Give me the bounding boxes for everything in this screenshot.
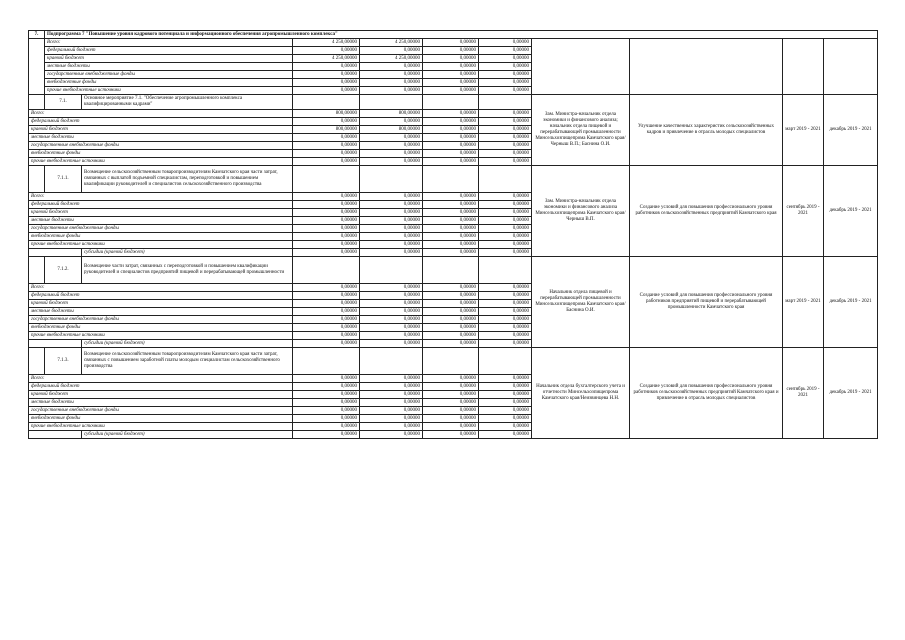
amount-cell: 0,00000 xyxy=(360,383,423,391)
amount-cell: 0,00000 xyxy=(479,399,532,407)
amount-cell: 0,00000 xyxy=(360,71,423,79)
source-label: краевой бюджет xyxy=(29,300,293,308)
amount-cell: 0,00000 xyxy=(423,284,479,292)
source-label: внебюджетные фонды xyxy=(29,150,293,158)
empty-cell xyxy=(293,166,360,193)
amount-cell: 0,00000 xyxy=(479,292,532,300)
amount-cell: 0,00000 xyxy=(360,79,423,87)
amount-cell: 0,00000 xyxy=(423,217,479,225)
result-cell: Создание условий для повышения профессионального уровня работников сельскохозяйственных предприятий Камчатского края xyxy=(630,166,783,257)
source-label: Всего: xyxy=(29,284,293,292)
empty-cell xyxy=(293,348,360,375)
source-label: федеральный бюджет xyxy=(29,383,293,391)
amount-cell: 0,00000 xyxy=(293,225,360,233)
amount-cell: 800,00000 xyxy=(360,126,423,134)
amount-cell: 0,00000 xyxy=(423,292,479,300)
empty-cell xyxy=(360,166,423,193)
empty-cell xyxy=(423,166,479,193)
amount-cell: 0,00000 xyxy=(423,134,479,142)
amount-cell: 0,00000 xyxy=(423,39,479,47)
amount-cell: 0,00000 xyxy=(479,134,532,142)
measure-title-row xyxy=(29,348,878,375)
amount-cell: 0,00000 xyxy=(293,423,360,431)
amount-cell: 0,00000 xyxy=(479,55,532,63)
result-cell: Создание условий для повышения профессионального уровня работников сельскохозяйственных предприятий Камчатского края и привлечение в отрасль молодых специалистов xyxy=(630,348,783,439)
amount-cell: 0,00000 xyxy=(293,118,360,126)
amount-cell: 4 250,00000 xyxy=(293,39,360,47)
end-date-cell: декабрь 2019 - 2021 xyxy=(824,348,878,439)
amount-cell: 0,00000 xyxy=(423,316,479,324)
amount-cell: 0,00000 xyxy=(360,292,423,300)
amount-cell: 0,00000 xyxy=(423,193,479,201)
amount-cell: 0,00000 xyxy=(360,431,423,439)
amount-cell: 0,00000 xyxy=(360,225,423,233)
measure-blank xyxy=(29,257,45,284)
amount-cell: 800,00000 xyxy=(293,110,360,118)
source-label: государственные внебюджетные фонды xyxy=(45,71,293,79)
empty-cell xyxy=(479,95,532,110)
source-label: местные бюджеты xyxy=(29,308,293,316)
amount-cell: 0,00000 xyxy=(423,415,479,423)
source-label: местные бюджеты xyxy=(29,217,293,225)
amount-cell: 0,00000 xyxy=(293,63,360,71)
amount-cell: 0,00000 xyxy=(360,47,423,55)
measure-blank xyxy=(29,166,45,193)
amount-cell: 0,00000 xyxy=(479,332,532,340)
amount-cell: 0,00000 xyxy=(293,249,360,257)
amount-cell: 0,00000 xyxy=(360,201,423,209)
amount-cell: 0,00000 xyxy=(293,71,360,79)
amount-cell: 0,00000 xyxy=(423,126,479,134)
source-label: федеральный бюджет xyxy=(29,201,293,209)
amount-cell: 0,00000 xyxy=(360,399,423,407)
amount-cell: 0,00000 xyxy=(479,391,532,399)
total-responsible-cell xyxy=(532,39,630,95)
amount-cell: 0,00000 xyxy=(293,300,360,308)
amount-cell: 0,00000 xyxy=(423,423,479,431)
amount-cell: 0,00000 xyxy=(423,340,479,348)
amount-cell: 0,00000 xyxy=(293,209,360,217)
amount-cell: 0,00000 xyxy=(293,241,360,249)
measure-title-row xyxy=(29,95,878,110)
amount-cell: 0,00000 xyxy=(479,423,532,431)
empty-cell xyxy=(293,257,360,284)
amount-cell: 0,00000 xyxy=(423,55,479,63)
amount-cell: 0,00000 xyxy=(293,415,360,423)
amount-cell: 0,00000 xyxy=(479,142,532,150)
amount-cell: 0,00000 xyxy=(479,63,532,71)
amount-cell: 0,00000 xyxy=(293,134,360,142)
amount-cell: 0,00000 xyxy=(293,47,360,55)
amount-cell: 0,00000 xyxy=(479,431,532,439)
amount-cell: 0,00000 xyxy=(423,158,479,166)
start-date-cell: март 2019 - 2021 xyxy=(783,95,824,166)
source-label: государственные внебюджетные фонды xyxy=(29,225,293,233)
amount-cell: 0,00000 xyxy=(360,63,423,71)
amount-cell: 800,00000 xyxy=(360,110,423,118)
amount-cell: 800,00000 xyxy=(293,126,360,134)
amount-cell: 0,00000 xyxy=(293,201,360,209)
amount-cell: 0,00000 xyxy=(423,249,479,257)
amount-cell: 0,00000 xyxy=(423,391,479,399)
amount-cell: 0,00000 xyxy=(479,193,532,201)
amount-cell: 0,00000 xyxy=(479,118,532,126)
empty-cell xyxy=(479,166,532,193)
empty-cell xyxy=(423,257,479,284)
start-date-cell: март 2019 - 2021 xyxy=(783,257,824,348)
amount-cell: 0,00000 xyxy=(423,407,479,415)
empty-cell xyxy=(479,257,532,284)
source-label: внебюджетные фонды xyxy=(29,415,293,423)
amount-cell: 0,00000 xyxy=(423,110,479,118)
amount-cell: 0,00000 xyxy=(293,292,360,300)
amount-cell: 0,00000 xyxy=(423,241,479,249)
amount-cell: 0,00000 xyxy=(360,217,423,225)
source-label: внебюджетные фонды xyxy=(29,324,293,332)
amount-cell: 0,00000 xyxy=(479,407,532,415)
responsible-cell: Начальник отдела пищевой и перерабатывающей промышленности Минсельхозпищепрома Камчатского края/ Баснина О.И. xyxy=(532,257,630,348)
amount-cell: 0,00000 xyxy=(479,217,532,225)
source-label: Всего: xyxy=(29,193,293,201)
amount-cell: 0,00000 xyxy=(293,79,360,87)
amount-cell: 0,00000 xyxy=(479,415,532,423)
measure-title: Возмещение сельскохозяйственным товаропроизводителям Камчатского края части затрат, связанных с выплатой подъемной специалистам, переподготовкой и повышением квалификации руководителей и специалистов сельскохозяйственного производства xyxy=(82,166,293,193)
amount-cell: 0,00000 xyxy=(479,39,532,47)
start-date-cell: сентябрь 2019 - 2021 xyxy=(783,166,824,257)
empty-cell xyxy=(360,95,423,110)
amount-cell: 0,00000 xyxy=(423,201,479,209)
amount-cell: 0,00000 xyxy=(423,118,479,126)
amount-cell: 0,00000 xyxy=(360,134,423,142)
total-result-cell xyxy=(630,39,783,95)
measure-blank xyxy=(29,95,45,110)
amount-cell: 0,00000 xyxy=(479,300,532,308)
source-label: субсидии (краевой бюджет) xyxy=(82,249,293,257)
amount-cell: 0,00000 xyxy=(360,142,423,150)
source-label: прочие внебюджетные источники xyxy=(29,423,293,431)
measure-code: 7.1. xyxy=(45,95,82,110)
source-label: Всего: xyxy=(29,110,293,118)
amount-cell: 0,00000 xyxy=(479,233,532,241)
amount-cell: 0,00000 xyxy=(423,431,479,439)
amount-cell: 0,00000 xyxy=(360,241,423,249)
source-label: федеральный бюджет xyxy=(29,292,293,300)
source-label: местные бюджеты xyxy=(45,63,293,71)
amount-cell: 0,00000 xyxy=(293,375,360,383)
amount-cell: 0,00000 xyxy=(479,308,532,316)
source-label: краевой бюджет xyxy=(45,55,293,63)
amount-cell: 0,00000 xyxy=(423,375,479,383)
subprogram-title: Подпрограмма 7 "Повышение уровня кадрового потенциала и информационного обеспечения агропромышленного комплекса" xyxy=(45,31,878,39)
responsible-cell: Зам. Министра-начальник отдела экономики и финансового анализа; начальник отдела пищевой и перерабатывающей промышленности Минсельхозпищепрома Камчатского края/ Черныш В.П.; Баснина О.И. xyxy=(532,95,630,166)
measure-code: 7.1.2. xyxy=(45,257,82,284)
amount-cell: 0,00000 xyxy=(360,332,423,340)
source-label: Всего: xyxy=(29,375,293,383)
amount-cell: 0,00000 xyxy=(360,209,423,217)
amount-cell: 0,00000 xyxy=(360,391,423,399)
measure-blank xyxy=(29,348,45,375)
responsible-cell: Зам. Министра-начальник отдела экономики и финансового анализа Минсельхозпищепрома Камчатского края/Черныш В.П. xyxy=(532,166,630,257)
amount-cell: 0,00000 xyxy=(423,300,479,308)
end-date-cell: декабрь 2019 - 2021 xyxy=(824,257,878,348)
total-end-cell xyxy=(824,39,878,95)
amount-cell: 0,00000 xyxy=(423,308,479,316)
amount-cell: 0,00000 xyxy=(423,63,479,71)
empty-cell xyxy=(423,348,479,375)
amount-cell: 0,00000 xyxy=(423,150,479,158)
amount-cell: 0,00000 xyxy=(479,340,532,348)
amount-cell: 0,00000 xyxy=(423,332,479,340)
empty-cell xyxy=(423,95,479,110)
amount-cell: 0,00000 xyxy=(293,87,360,95)
amount-cell: 0,00000 xyxy=(360,118,423,126)
empty-cell xyxy=(360,257,423,284)
source-label: субсидии (краевой бюджет) xyxy=(82,431,293,439)
amount-cell: 0,00000 xyxy=(293,431,360,439)
amount-cell: 0,00000 xyxy=(293,217,360,225)
amount-cell: 0,00000 xyxy=(479,241,532,249)
source-label: государственные внебюджетные фонды xyxy=(29,142,293,150)
empty-cell xyxy=(479,348,532,375)
measure-title: Возмещение части затрат, связанных с переподготовкой и повышением квалификации руководителей и специалистов предприятий пищевой и перерабатывающей промышленности xyxy=(82,257,293,284)
amount-cell: 0,00000 xyxy=(423,87,479,95)
measure-title-row xyxy=(29,257,878,284)
amount-cell: 0,00000 xyxy=(479,316,532,324)
amount-cell: 0,00000 xyxy=(293,142,360,150)
amount-cell: 0,00000 xyxy=(423,383,479,391)
amount-cell: 0,00000 xyxy=(479,47,532,55)
end-date-cell: декабрь 2019 - 2021 xyxy=(824,95,878,166)
amount-cell: 4 250,00000 xyxy=(360,39,423,47)
amount-cell: 0,00000 xyxy=(479,79,532,87)
result-cell: Улучшение качественных характеристик сельскохозяйственных кадров и привлечение в отрасль молодых специалистов xyxy=(630,95,783,166)
source-label: краевой бюджет xyxy=(29,126,293,134)
amount-cell: 0,00000 xyxy=(360,284,423,292)
start-date-cell: сентябрь 2019 - 2021 xyxy=(783,348,824,439)
empty-cell xyxy=(293,95,360,110)
amount-cell: 0,00000 xyxy=(293,332,360,340)
amount-cell: 0,00000 xyxy=(360,340,423,348)
amount-cell: 0,00000 xyxy=(293,407,360,415)
source-label: местные бюджеты xyxy=(29,399,293,407)
amount-cell: 0,00000 xyxy=(479,324,532,332)
source-label: прочие внебюджетные источники xyxy=(29,241,293,249)
source-label: краевой бюджет xyxy=(29,391,293,399)
source-label: государственные внебюджетные фонды xyxy=(29,407,293,415)
subsidy-indent xyxy=(29,431,82,439)
amount-cell: 0,00000 xyxy=(293,308,360,316)
amount-cell: 0,00000 xyxy=(479,284,532,292)
amount-cell: 0,00000 xyxy=(293,391,360,399)
amount-cell: 0,00000 xyxy=(293,316,360,324)
amount-cell: 0,00000 xyxy=(423,225,479,233)
total-code-cell xyxy=(29,39,45,95)
amount-cell: 0,00000 xyxy=(293,324,360,332)
measure-code: 7.1.3. xyxy=(45,348,82,375)
total-start-cell xyxy=(783,39,824,95)
amount-cell: 0,00000 xyxy=(479,249,532,257)
amount-cell: 0,00000 xyxy=(360,150,423,158)
amount-cell: 0,00000 xyxy=(423,209,479,217)
source-label: внебюджетные фонды xyxy=(29,233,293,241)
amount-cell: 0,00000 xyxy=(360,423,423,431)
amount-cell: 4 250,00000 xyxy=(360,55,423,63)
amount-cell: 0,00000 xyxy=(423,71,479,79)
amount-cell: 0,00000 xyxy=(293,193,360,201)
subprogram-header-row xyxy=(29,31,878,39)
amount-cell: 0,00000 xyxy=(423,399,479,407)
amount-cell: 0,00000 xyxy=(479,225,532,233)
amount-cell: 0,00000 xyxy=(423,47,479,55)
amount-cell: 0,00000 xyxy=(479,110,532,118)
measure-title: Основное мероприятие 7.1. "Обеспечение агропромышленного комплекса квалифицированными кадрами" xyxy=(82,95,293,110)
amount-cell: 0,00000 xyxy=(479,150,532,158)
program-table xyxy=(28,30,878,439)
amount-cell: 0,00000 xyxy=(360,249,423,257)
subsidy-indent xyxy=(29,249,82,257)
amount-cell: 0,00000 xyxy=(423,233,479,241)
amount-cell: 0,00000 xyxy=(479,375,532,383)
subprogram-number: 7. xyxy=(29,31,45,39)
amount-cell: 0,00000 xyxy=(360,308,423,316)
amount-cell: 0,00000 xyxy=(293,158,360,166)
amount-cell: 0,00000 xyxy=(423,79,479,87)
amount-cell: 0,00000 xyxy=(479,158,532,166)
subsidy-indent xyxy=(29,340,82,348)
amount-cell: 0,00000 xyxy=(423,324,479,332)
amount-cell: 0,00000 xyxy=(360,233,423,241)
amount-cell: 0,00000 xyxy=(479,87,532,95)
amount-cell: 0,00000 xyxy=(293,383,360,391)
source-label: федеральный бюджет xyxy=(29,118,293,126)
source-label: внебюджетные фонды xyxy=(45,79,293,87)
amount-cell: 0,00000 xyxy=(293,399,360,407)
amount-cell: 0,00000 xyxy=(360,300,423,308)
amount-cell: 0,00000 xyxy=(360,375,423,383)
source-label: государственные внебюджетные фонды xyxy=(29,316,293,324)
amount-cell: 0,00000 xyxy=(479,71,532,79)
source-label: краевой бюджет xyxy=(29,209,293,217)
measure-title-row xyxy=(29,166,878,193)
amount-cell: 0,00000 xyxy=(293,150,360,158)
amount-cell: 0,00000 xyxy=(479,383,532,391)
source-label: прочие внебюджетные источники xyxy=(29,158,293,166)
source-label: местные бюджеты xyxy=(29,134,293,142)
amount-cell: 0,00000 xyxy=(293,284,360,292)
empty-cell xyxy=(360,348,423,375)
amount-cell: 0,00000 xyxy=(360,87,423,95)
amount-cell: 0,00000 xyxy=(360,324,423,332)
responsible-cell: Начальник отдела бухгалтерского учета и отчетности Минсельхозпищепрома Камчатского края/Неизвинцева Н.Н. xyxy=(532,348,630,439)
amount-cell: 0,00000 xyxy=(293,340,360,348)
amount-cell: 0,00000 xyxy=(360,415,423,423)
amount-cell: 4 250,00000 xyxy=(293,55,360,63)
end-date-cell: декабрь 2019 - 2021 xyxy=(824,166,878,257)
amount-cell: 0,00000 xyxy=(293,233,360,241)
amount-cell: 0,00000 xyxy=(423,142,479,150)
total-row xyxy=(29,39,878,47)
amount-cell: 0,00000 xyxy=(360,407,423,415)
measure-code: 7.1.1. xyxy=(45,166,82,193)
amount-cell: 0,00000 xyxy=(360,193,423,201)
source-label: Всего: xyxy=(45,39,293,47)
result-cell: Создание условий для повышения профессионального уровня работников предприятий пищевой и перерабатывающей промышленности Камчатского края xyxy=(630,257,783,348)
source-label: федеральный бюджет xyxy=(45,47,293,55)
amount-cell: 0,00000 xyxy=(479,126,532,134)
document-page xyxy=(28,30,877,557)
amount-cell: 0,00000 xyxy=(479,201,532,209)
amount-cell: 0,00000 xyxy=(360,316,423,324)
source-label: прочие внебюджетные источники xyxy=(45,87,293,95)
measure-title: Возмещение сельскохозяйственным товаропроизводителям Камчатского края части затрат, связанных с повышением заработной платы молодым специалистам сельскохозяйственного производства xyxy=(82,348,293,375)
amount-cell: 0,00000 xyxy=(479,209,532,217)
amount-cell: 0,00000 xyxy=(360,158,423,166)
source-label: прочие внебюджетные источники xyxy=(29,332,293,340)
source-label: субсидии (краевой бюджет) xyxy=(82,340,293,348)
